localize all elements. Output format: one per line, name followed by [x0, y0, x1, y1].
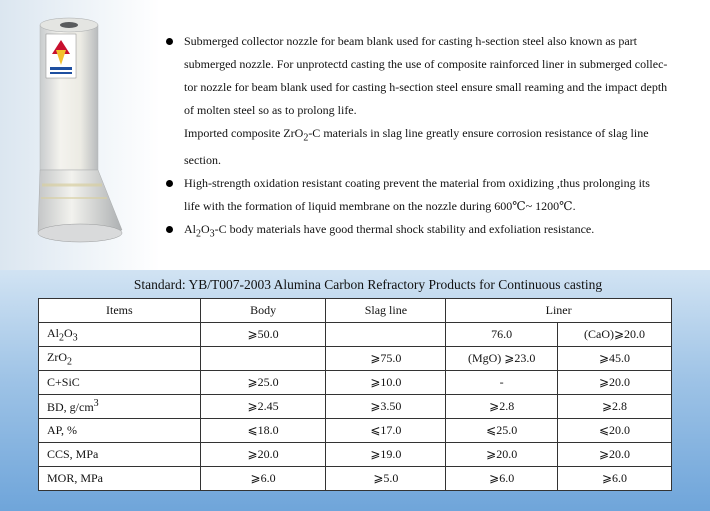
slag-cell: ⩾5.0: [326, 467, 446, 491]
item-cell: CCS, MPa: [39, 443, 201, 467]
liner-cell: 76.0: [446, 323, 558, 347]
liner-cell: ⩾6.0: [558, 467, 672, 491]
feature-line: High-strength oxidation resistant coating prevent the material from oxidizing ,thus prolonging its: [184, 176, 650, 191]
liner-cell: (CaO)⩾20.0: [558, 323, 672, 347]
feature-line: section.: [184, 153, 221, 168]
slag-cell: ⩾10.0: [326, 371, 446, 395]
table-row: [39, 443, 672, 467]
feature-line: Submerged collector nozzle for beam blank used for casting h-section steel also known as part: [184, 34, 637, 48]
feature-line: Imported composite ZrO$_2$-C materials in slag line greatly ensure corrosion resistance of slag line: [184, 126, 649, 144]
body-cell: ⩾6.0: [200, 467, 326, 491]
feature-item: [166, 218, 696, 245]
item-cell: AP, %: [39, 419, 201, 443]
slag-cell: ⩾3.50: [326, 395, 446, 419]
liner-cell: ⩾20.0: [558, 443, 672, 467]
item-cell: C+SiC: [39, 371, 201, 395]
nozzle-product-image: [30, 10, 140, 250]
feature-line: life with the formation of liquid membrane on the nozzle during 600℃~ 1200℃.: [184, 199, 576, 214]
body-cell: ⩾25.0: [200, 371, 326, 395]
table-row: [39, 323, 672, 347]
liner-cell: ⩾6.0: [446, 467, 558, 491]
liner-cell: ⩾20.0: [446, 443, 558, 467]
slag-cell: [326, 323, 446, 347]
slag-cell: ⩽17.0: [326, 419, 446, 443]
body-cell: ⩾2.45: [200, 395, 326, 419]
liner-cell: -: [446, 371, 558, 395]
bullet-icon: [166, 38, 173, 45]
slag-cell: ⩾75.0: [326, 347, 446, 371]
table-row: [39, 347, 672, 371]
feature-line: of molten steel so as to prolong life.: [184, 103, 357, 117]
feature-list: [166, 30, 696, 246]
feature-item: [166, 172, 696, 218]
liner-cell: ⩽25.0: [446, 419, 558, 443]
header-slag-line: Slag line: [326, 299, 446, 323]
feature-line: $Al_2O_3-C$ body materials have good thermal shock stability and exfoliation resistance.: [184, 222, 595, 240]
body-cell: [200, 347, 326, 371]
liner-cell: ⩾45.0: [558, 347, 672, 371]
feature-line: submerged nozzle. For unprotectd casting the use of composite rainforced liner in submerged collec-: [184, 57, 668, 71]
body-cell: ⩾20.0: [200, 443, 326, 467]
table-header-row: [39, 299, 672, 323]
header-body: Body: [200, 299, 326, 323]
header-liner: Liner: [446, 299, 672, 323]
item-cell: MOR, MPa: [39, 467, 201, 491]
table-caption: Standard: YB/T007-2003 Alumina Carbon Refractory Products for Continuous casting: [133, 277, 603, 292]
table-row: [39, 419, 672, 443]
spec-table: [38, 298, 672, 491]
table-row: [39, 371, 672, 395]
header-items: Items: [39, 299, 201, 323]
feature-line: tor nozzle for beam blank used for casting h-section steel ensure small reaming and the impact depth: [184, 80, 668, 94]
feature-item: [166, 30, 696, 172]
table-row: [39, 467, 672, 491]
body-cell: ⩾50.0: [200, 323, 326, 347]
item-cell: ZrO$_2$: [39, 347, 201, 371]
liner-cell: (MgO) ⩾23.0: [446, 347, 558, 371]
liner-cell: ⩾20.0: [558, 371, 672, 395]
liner-cell: ⩽20.0: [558, 419, 672, 443]
liner-cell: ⩾2.8: [558, 395, 672, 419]
table-row: [39, 395, 672, 419]
item-cell: BD, $g/cm^3$: [39, 395, 201, 419]
bullet-icon: [166, 226, 173, 233]
liner-cell: ⩾2.8: [446, 395, 558, 419]
item-cell: $Al_2O_3$: [39, 323, 201, 347]
slag-cell: ⩾19.0: [326, 443, 446, 467]
body-cell: ⩽18.0: [200, 419, 326, 443]
bullet-icon: [166, 180, 173, 187]
